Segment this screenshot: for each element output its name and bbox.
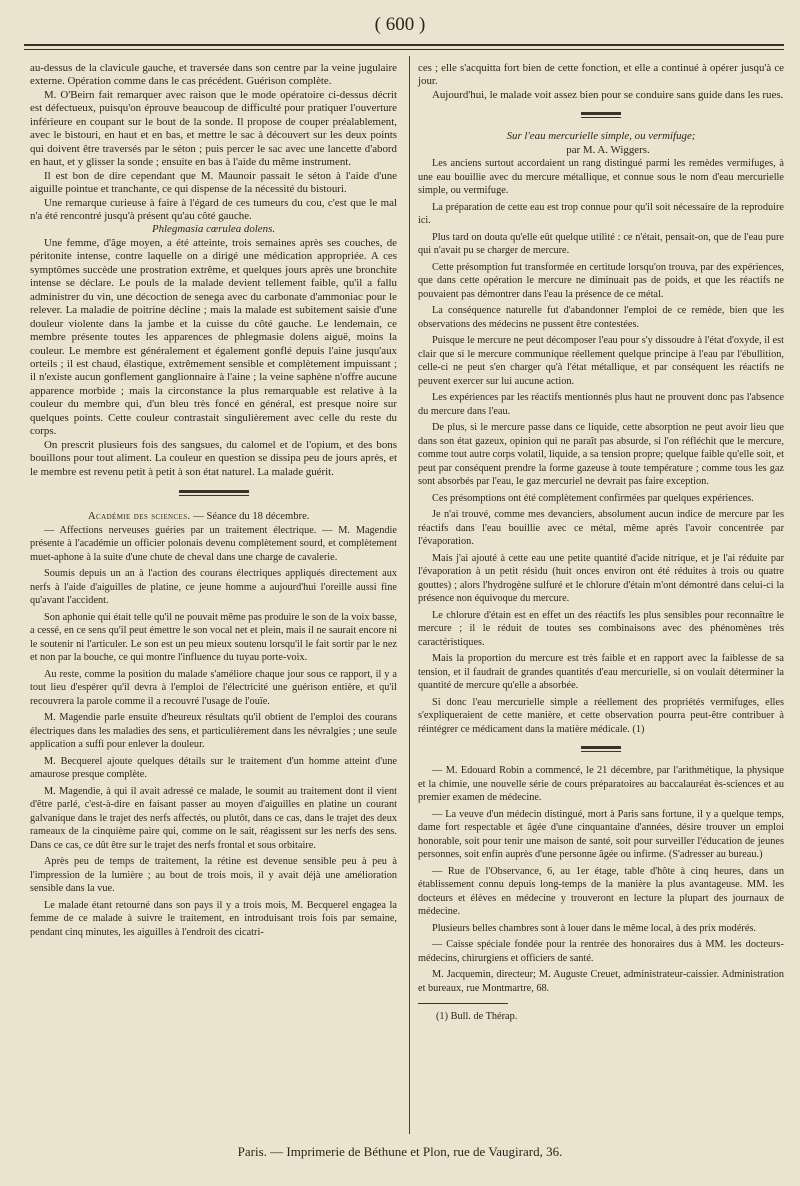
- paragraph: La préparation de cette eau est trop connue pour qu'il soit nécessaire de la reproduire ici.: [418, 201, 784, 227]
- notice: Plusieurs belles chambres sont à louer dans le même local, à des prix modérés.: [432, 922, 756, 934]
- academy-heading: [30, 510, 397, 523]
- right-column: [418, 62, 784, 1024]
- notice: — Rue de l'Observance, 6, au 1er étage, table d'hôte à cinq heures, dans un établissement connu depuis long-temps de la manière la plus avantageuse. MM. les docteurs et élèves en médecine y trouveront en lecture la plupart des journaux de médecine.: [418, 865, 784, 918]
- paragraph: Soumis depuis un an à l'action des courans électriques appliqués directement aux nerfs à l'aide d'aiguilles de platine, ce jeune homme a aujourd'hui l'oreille aussi fine qu'avant l'accident.: [30, 568, 397, 606]
- paragraph: Les anciens surtout accordaient un rang distingué parmi les remèdes vermifuges, à une eau bouillie avec du mercure métallique, et connue sous le nom d'eau mercurielle simple, ou vermifuge.: [418, 158, 784, 197]
- footnote-rule: [418, 1003, 508, 1004]
- paragraph: Il est bon de dire cependant que M. Maunoir passait le séton à l'aide d'une aiguille pointue et tranchante, ce qui dispense de la nécessité du bistouri.: [30, 169, 397, 196]
- left-column: [30, 62, 397, 942]
- notice: M. Jacquemin, directeur; M. Auguste Creuet, administrateur-caissier. Administration et bureaux, rue Montmartre, 68.: [418, 969, 784, 994]
- notice: — M. Edouard Robin a commencé, le 21 décembre, par l'arithmétique, la physique et la chimie, une nouvelle série de cours préparatoires au baccalauréat ès-sciences et au premier examen de médecine.: [418, 765, 784, 804]
- paragraph: Son aphonie qui était telle qu'il ne pouvait même pas produire le son de la voix basse, a cessé, en ce sens qu'il peut émettre le son vocal net et plein, mais il ne saurait encore ni le soutenir ni l'articuler. Le son est un peu mieux soutenu lorsqu'il le fait sortir par le nez et non par la bouche, ce qui montre l'influence du tuyau porte-voix.: [30, 611, 397, 663]
- paragraph: Les expériences par les réactifs mentionnés plus haut ne prouvent donc pas l'absence du mercure dans l'eau.: [418, 392, 784, 417]
- column-divider: [409, 56, 410, 1134]
- paragraph: Au reste, comme la position du malade s'améliore chaque jour sous ce rapport, il y a tout lieu d'espérer qu'il devra à l'emploi de l'électricité une guérison entière, et qu'il recouvrera la parole comme il a recouvré l'usage de l'ouïe.: [30, 668, 397, 707]
- paragraph: Plus tard on douta qu'elle eût quelque utilité : ce n'était, pensait-on, que de l'eau pure qui n'avait pu se charger de mercure.: [418, 231, 784, 257]
- page-number: ( 600 ): [374, 14, 426, 35]
- paragraph: Mais j'ai ajouté à cette eau une petite quantité d'acide nitrique, et je l'ai réduite par l'évaporation à un petit résidu (huit onces environ ont été réduites à trois ou quatre gouttes) ; alors l'hydrogène sulfuré et le chlorure d'étain m'ont démontré dans celui-ci la présence non équivoque du mercure.: [418, 552, 784, 605]
- notice: — Caisse spéciale fondée pour la rentrée des honoraires dus à MM. les docteurs-médecins, chirurgiens et officiers de santé.: [418, 939, 784, 964]
- separator-rule: [581, 112, 621, 118]
- paragraph: M. Magendie parle ensuite d'heureux résultats qu'il obtient de l'emploi des courans électriques dans les maladies des sens, et particulièrement dans les névralgies ; une seule application a suffi pour enlever la douleur.: [30, 712, 397, 750]
- paragraph: Une femme, d'âge moyen, a été atteinte, trois semaines après ses couches, de péritonite intense, contre laquelle on a dirigé une médication appropriée. A ces symptômes succède une prostration extrême, et quelques jours après une bronchite intense se déclare. Le pouls de la malade devient tellement faible, qu'il a fallu administrer du vin, une décoction de senega avec du carbonate d'ammoniac pour le relever. La maladie de poitrine décline ; mais la malade est subitement saisie d'une douleur violente dans la jambe et la cuisse du côté gauche. Le lendemain, ce membre présente toutes les apparences de phlegmasie dolens aiguë, moins la couleur. Le membre est généralement et également gonflé depuis l'aine jusqu'aux orteils ; il est chaud, élastique, extrêmement sensible et complètement impuissant ; il n'existe aucun gonflement ganglionnaire à l'aine ; la veine saphène n'offre aucune apparence morbide ; mais la circonstance la plus remarquable est relative à la couleur du membre qui, d'un bleu très foncé en général, est presque noire sur quelques points. Cette couleur contrastait singulièrement avec celle du reste du corps.: [30, 236, 397, 438]
- separator-rule: [581, 746, 621, 752]
- academy-name: Académie des sciences.: [88, 511, 191, 523]
- paragraph: M. Magendie, à qui il avait adressé ce malade, le soumit au traitement dont il vient d'être parlé, c'est-à-dire en faisant passer au moyen d'aiguilles en platine un courant galvanique dans le trajet des nerfs affectés, ou plutôt, dans ce cas, dans le trajet des deux rameaux de la cinquième paire qui, comme on le sait, réagissent sur les nerfs des sens. Dans ce cas, ce dût être sur le trajet des nerfs frontal et sous orbitaire.: [30, 785, 397, 851]
- section-title: Phlegmasia cœrulea dolens.: [151, 223, 276, 236]
- paragraph: M. O'Beirn fait remarquer avec raison que le mode opératoire ci-dessus décrit est défectueux, puisqu'on éprouve beaucoup de difficulté pour pratiquer l'ouverture inférieure en coupant sur le bout de la sonde. Il propose de couper préalablement, avec le bistouri, en haut et en bas, et mettre le sac à découvert sur les deux points qui doivent être traversés par le séton ; puis percer le sac avec une lancette d'abord en haut, et y glisser la sonde ; ensuite en bas à l'aide du même instrument.: [30, 88, 397, 169]
- paragraph: Cette présomption fut transformée en certitude lorsqu'on trouva, par des expériences, que dans cette opération le mercure ne diminuait pas de poids, et que les réactifs ne pouvaient pas démontrer dans l'eau la présence de ce métal.: [418, 261, 784, 300]
- separator-rule: [179, 490, 249, 496]
- paragraph: ces ; elle s'acquitta fort bien de cette fonction, et elle a continué à opérer jusqu'à ce jour.: [418, 62, 784, 88]
- paragraph: La conséquence naturelle fut d'abandonner l'emploi de ce remède, bien que les observations des médecins ne pussent être contestées.: [418, 305, 784, 330]
- paragraph: — Affections nerveuses guéries par un traitement électrique. — M. Magendie présente à l'académie un officier polonais devenu complètement sourd, et complètement muet-aphone à la suite d'une chute de cheval dans une charge de cavalerie.: [30, 524, 397, 563]
- paragraph: De plus, si le mercure passe dans ce liquide, cette absorption ne peut avoir lieu que dans son état gazeux, opinion qui ne paraît pas absurde, si l'on réfléchit que le mercure, comme tout autre corps volatil, liquide, a sa tension propre; quelque faible qu'elle soit, et peut par conséquent prendre la forme gazeuse à toute température ; comme tous les gaz sont absorbés par l'eau, le gaz mercuriel ne devrait pas faire exception.: [418, 422, 784, 488]
- paragraph: Aujourd'hui, le malade voit assez bien pour se conduire sans guide dans les rues.: [432, 88, 784, 101]
- paragraph: On prescrit plusieurs fois des sangsues, du calomel et de l'opium, et des bons bouillons pour tout aliment. La couleur en question se dissipa peu de jours après, et le membre est revenu petit à petit à son état naturel. La malade guérit.: [30, 438, 397, 478]
- section-title: Sur l'eau mercurielle simple, ou vermifuge;: [506, 130, 696, 143]
- paragraph: Puisque le mercure ne peut décomposer l'eau pour s'y dissoudre à l'état d'oxyde, il est clair que si le mercure communique réellement quelque principe à l'eau par l'ébullition, celle-ci ne peut s'en charger qu'à l'état métallique, et par conséquent les réactifs ne peuvent exercer sur lui aucune action.: [418, 335, 784, 387]
- paragraph: au-dessus de la clavicule gauche, et traversée dans son centre par la veine jugulaire externe. Opération comme dans le cas précédent. Guérison complète.: [30, 62, 397, 88]
- paragraph: Une remarque curieuse à faire à l'égard de ces tumeurs du cou, c'est que le mal n'a été rencontré jusqu'à présent qu'au côté gauche.: [30, 196, 397, 222]
- paragraph: Je n'ai trouvé, comme mes devanciers, absolument aucun indice de mercure par les réactifs dans l'eau bouillie avec ce métal, même après l'avoir concentrée par l'évaporation.: [418, 509, 784, 548]
- notice: — La veuve d'un médecin distingué, mort à Paris sans fortune, il y a quelque temps, dame fort respectable et âgée d'une cinquantaine d'années, désire trouver un emploi honorable, soit pour tenir une maison de santé, soit pour surveiller l'éducation de jeunes personnes, soit enfin auprès d'une personne âgée ou infirme. (S'adresser au bureau.): [418, 808, 784, 861]
- paragraph: Si donc l'eau mercurielle simple a réellement des propriétés vermifuges, elles s'expliqueraient de cette manière, et cette observation pourra peut-être contribuer à réintégrer ce médicament dans la matière médicale. (1): [418, 696, 784, 735]
- header-rule: [24, 44, 784, 50]
- academy-session: — Séance du 18 décembre.: [190, 511, 310, 523]
- paragraph: Après peu de temps de traitement, la rétine est devenue sensible peu à peu à l'impression de la lumière ; au bout de trois mois, il y avait déjà une amélioration sensible dans la vue.: [30, 856, 397, 894]
- author-line: par M. A. Wiggers.: [566, 143, 650, 156]
- paragraph: Le malade étant retourné dans son pays il y a trois mois, M. Becquerel engagea la femme de ce malade à suivre le traitement, en introduisant trois fois par semaine, pendant cinq minutes, les aiguilles à l'endroit des cicatri-: [30, 899, 397, 938]
- footnote: (1) Bull. de Thérap.: [436, 1011, 518, 1023]
- paragraph: M. Becquerel ajoute quelques détails sur le traitement d'un homme atteint d'une amaurose presque complète.: [30, 755, 397, 780]
- paragraph: Mais la proportion du mercure est très faible et en rapport avec la faiblesse de sa tension, et il faudrait de grandes quantités d'eau mercurielle, si on voulait déterminer la quantité de mercure qu'elle a absorbée.: [418, 653, 784, 692]
- imprint-footer: Paris. — Imprimerie de Béthune et Plon, rue de Vaugirard, 36.: [237, 1144, 563, 1159]
- paragraph: Ces présomptions ont été complètement confirmées par quelques expériences.: [432, 492, 754, 504]
- paragraph: Le chlorure d'étain est en effet un des réactifs les plus sensibles pour reconnaître le mercure ; il le réduit de toutes ses combinaisons avec des phénomènes très caractéristiques.: [418, 609, 784, 648]
